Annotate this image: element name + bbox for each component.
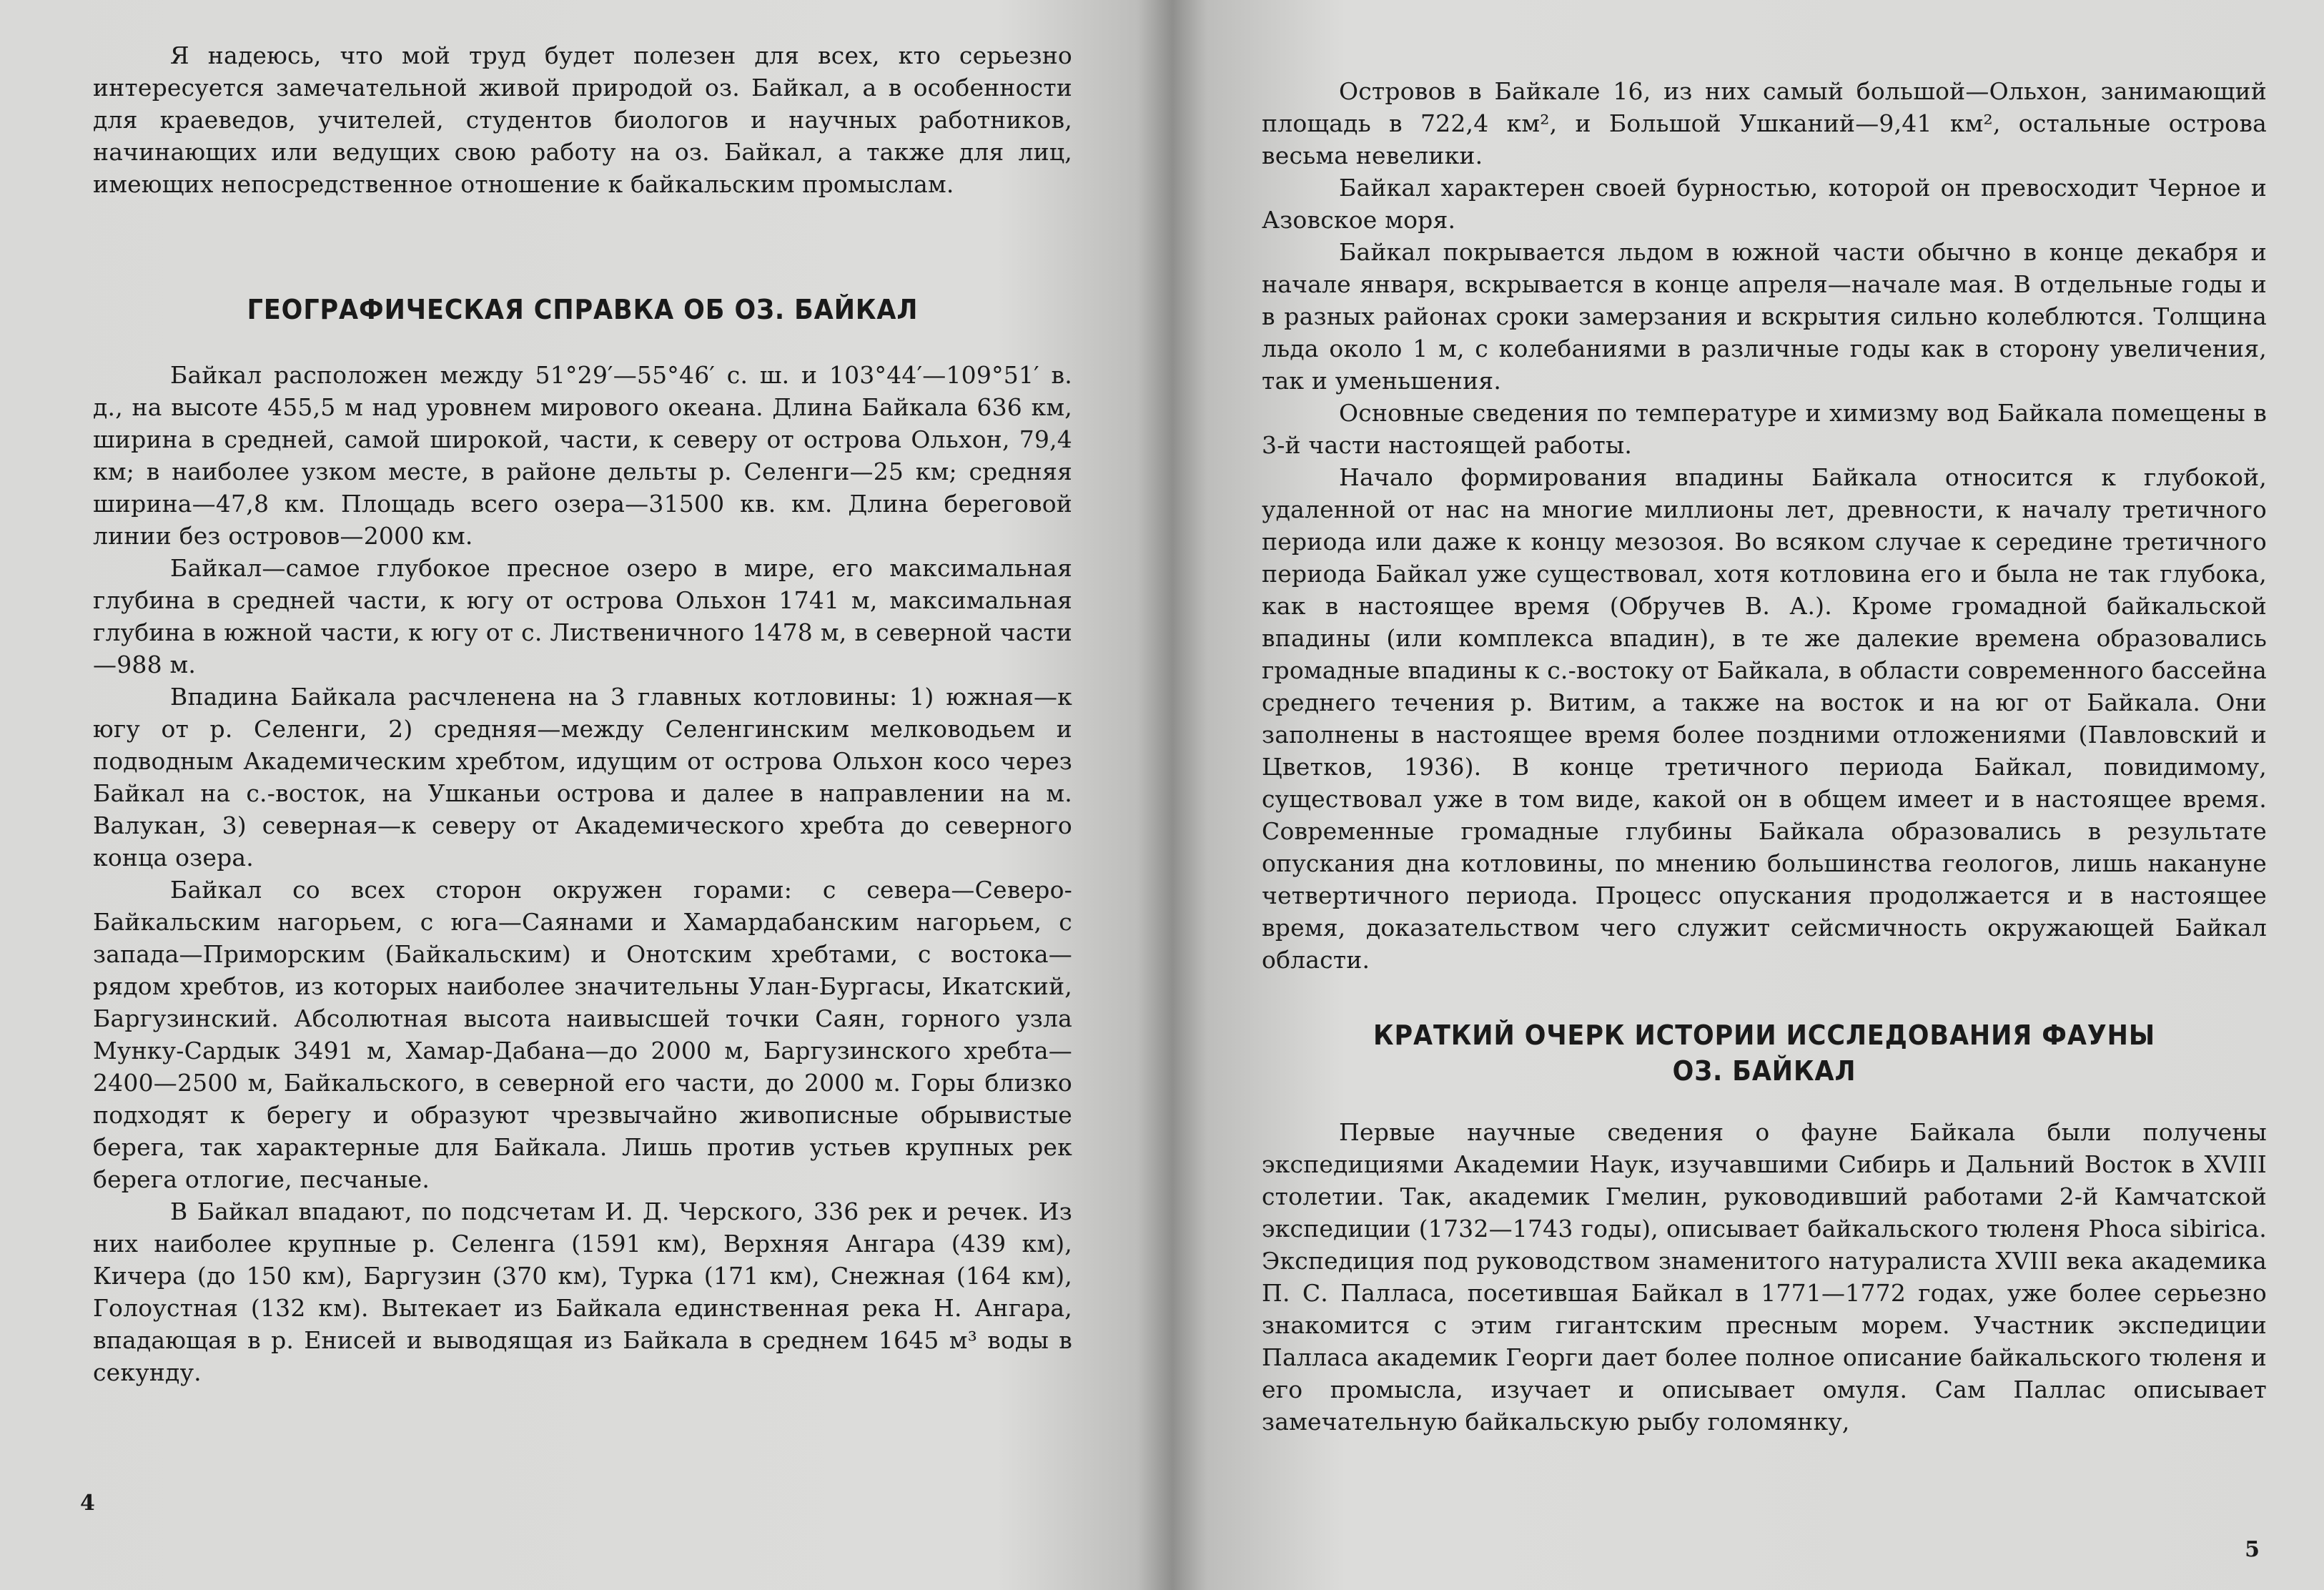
paragraph: Байкал со всех сторон окружен горами: с севера—Северо-Байкальским нагорьем, с юга—Саянами и Хамардабанским нагорьем, с запада—Приморским (Байкальским) и Онотским хребтами, с востока—рядом хребтов, из которых наиболее значительны Улан-Бургасы, Икатский, Баргузинский. Абсолютная высота наивысшей точки Саян, горного узла Мунку-Сардык 3491 м, Хамар-Дабана—до 2000 м, Баргузинского хребта—2400—2500 м, Байкальского, в северной его части, до 2000 м. Горы близко подходят к берегу и образуют чрезвычайно живописные обрывистые берега, так характерные для Байкала. Лишь против устьев крупных рек берега отлогие, песчаные. (93, 876, 1072, 1193)
paragraph: Первые научные сведения о фауне Байкала были получены экспедициями Академии Наук, изучавшими Сибирь и Дальний Восток в XVIII столетии. Так, академик Гмелин, руководивший работами 2-й Камчатской экспедиции (1732—1743 годы), описывает байкальского тюленя Phoca sibirica. Экспедиция под руководством знаменитого натуралиста XVIII века академика П. С. Палласа, посетившая Байкал в 1771—1772 годах, уже более серьезно знакомится с этим гигантским пресным морем. Участник экспедиции Палласа академик Георги дает более полное описание байкальского тюленя и его промысла, изучает и описывает омуля. Сам Паллас описывает замечательную байкальскую рыбу голомянку, (1262, 1118, 2267, 1436)
right-page (1172, 0, 2324, 1590)
paragraph: В Байкал впадают, по подсчетам И. Д. Черского, 336 рек и речек. Из них наиболее крупные р. Селенга (1591 км), Верхняя Ангара (439 км), Кичера (до 150 км), Баргузин (370 км), Турка (171 км), Снежная (164 км), Голоустная (132 км). Вытекает из Байкала единственная река Н. Ангара, впадающая в р. Енисей и выводящая из Байкала в среднем 1645 м³ воды в секунду. (93, 1198, 1072, 1386)
section-heading-fauna-history (1302, 1017, 2227, 1089)
heading-line: ОЗ. БАЙКАЛ (1672, 1055, 1856, 1087)
intro-paragraph: Я надеюсь, что мой труд будет полезен для всех, кто серьезно интересуется замечательной живой природой оз. Байкал, а в особенности для краеведов, учителей, студентов биологов и научных работников, начинающих или ведущих свою работу на оз. Байкал, а также для лиц, имеющих непосредственное отношение к байкальским промыслам. (93, 41, 1072, 198)
paragraph: Байкал расположен между 51°29′—55°46′ с. ш. и 103°44′—109°51′ в. д., на высоте 455,5 м над уровнем мирового океана. Длина Байкала 636 км, ширина в средней, самой широкой, части, к северу от острова Ольхон, 79,4 км; в наиболее узком месте, в районе дельты р. Селенги—25 км; средняя ширина—47,8 км. Площадь всего озера—31500 кв. км. Длина береговой линии без островов—2000 км. (93, 361, 1072, 550)
paragraph: Байкал характерен своей бурностью, которой он превосходит Черное и Азовское моря. (1262, 174, 2267, 234)
section-heading-geography: ГЕОГРАФИЧЕСКАЯ СПРАВКА ОБ ОЗ. БАЙКАЛ (247, 294, 919, 325)
heading-line: КРАТКИЙ ОЧЕРК ИСТОРИИ ИССЛЕДОВАНИЯ ФАУНЫ (1373, 1019, 2155, 1051)
paragraph: Начало формирования впадины Байкала относится к глубокой, удаленной от нас на многие миллионы лет, древности, к началу третичного периода или даже к концу мезозоя. Во всяком случае к середине третичного периода Байкал уже существовал, хотя котловина его и была не так глубока, как в настоящее время (Обручев В. А.). Кроме громадной байкальской впадины (или комплекса впадин), в те же далекие времена образовались громадные впадины к с.-востоку от Байкала, в области современного бассейна среднего течения р. Витим, а также на восток и на юг от Байкала. Они заполнены в настоящее время более поздними отложениями (Павловский и Цветков, 1936). В конце третичного периода Байкал, повидимому, существовал уже в том виде, какой он в общем имеет и в настоящее время. Современные громадные глубины Байкала образовались в результате опускания дна котловины, по мнению большинства геологов, лишь накануне четвертичного периода. Процесс опускания продолжается и в настоящее время, доказательством чего служит сейсмичность окружающей Байкал области. (1262, 463, 2267, 974)
page-number: 4 (80, 1491, 95, 1516)
paragraph: Байкал—самое глубокое пресное озеро в мире, его максимальная глубина в средней части, к югу от острова Ольхон 1741 м, максимальная глубина в южной части, к югу от с. Лиственичного 1478 м, в северной части—988 м. (93, 554, 1072, 678)
paragraph: Впадина Байкала расчленена на 3 главных котловины: 1) южная—к югу от р. Селенги, 2) средняя—между Селенгинским мелководьем и подводным Академическим хребтом, идущим от острова Ольхон косо через Байкал на с.-восток, на Ушканьи острова и далее в направлении на м. Валукан, 3) северная—к северу от Академического хребта до северного конца озера. (93, 683, 1072, 871)
paragraph: Байкал покрывается льдом в южной части обычно в конце декабря и начале января, вскрывается в конце апреля—начале мая. В отдельные годы и в разных районах сроки замерзания и вскрытия сильно колеблются. Толщина льда около 1 м, с колебаниями в различные годы как в сторону увеличения, так и уменьшения. (1262, 238, 2267, 395)
paragraph: Островов в Байкале 16, из них самый большой—Ольхон, занимающий площадь в 722,4 км², и Большой Ушканий—9,41 км², остальные острова весьма невелики. (1262, 77, 2267, 169)
page-number: 5 (2245, 1537, 2260, 1562)
paragraph: Основные сведения по температуре и химизму вод Байкала помещены в 3-й части настоящей работы. (1262, 399, 2267, 459)
